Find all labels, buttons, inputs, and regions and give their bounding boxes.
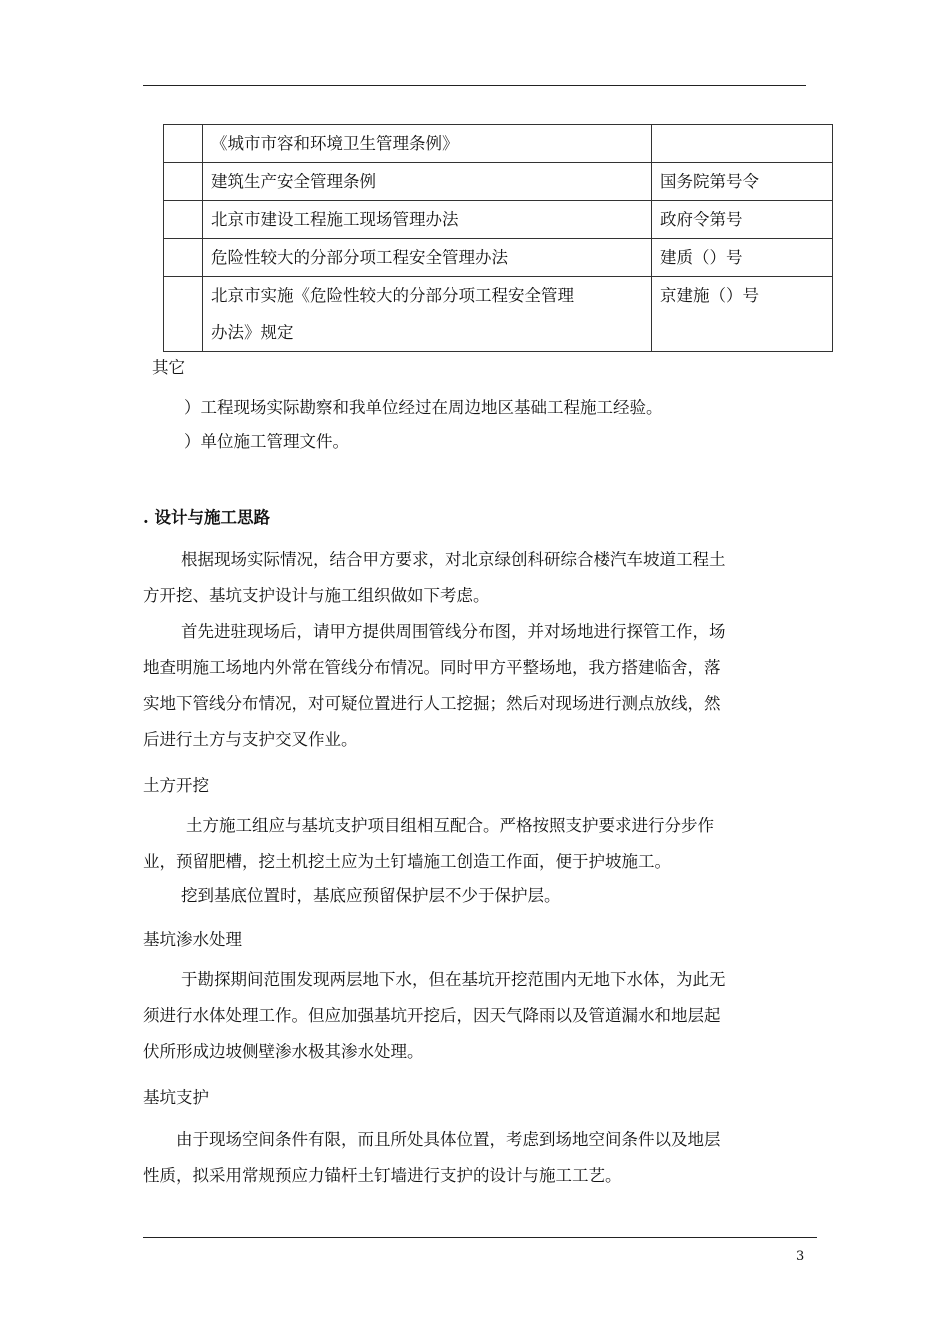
footer-rule [143, 1237, 817, 1238]
regulation-ref-cell [652, 125, 833, 163]
regulation-name-cell: 危险性较大的分部分项工程安全管理办法 [203, 239, 652, 277]
row-number-cell [164, 239, 203, 277]
paragraph-line: 地查明施工场地内外常在管线分布情况。同时甲方平整场地，我方搭建临舍，落 [143, 658, 721, 677]
page-number: 3 [796, 1249, 805, 1264]
paragraph-line: 于勘探期间范围发现两层地下水，但在基坑开挖范围内无地下水体，为此无 [181, 970, 726, 989]
other-heading: 其它 [152, 358, 185, 377]
regulation-name-cell [203, 277, 652, 352]
regulation-ref-cell: 京建施（）号 [652, 277, 833, 352]
paragraph-line: 土方施工组应与基坑支护项目组相互配合。严格按照支护要求进行分步作 [186, 816, 714, 835]
section-heading: . 设计与施工思路 [143, 508, 270, 527]
regulations-table [163, 124, 833, 352]
paragraph-line: 实地下管线分布情况，对可疑位置进行人工挖掘；然后对现场进行测点放线，然 [143, 694, 721, 713]
paragraph-line: 方开挖、基坑支护设计与施工组织做如下考虑。 [143, 586, 490, 605]
table-row [164, 277, 833, 352]
other-item: ）单位施工管理文件。 [184, 432, 349, 451]
header-rule [143, 85, 806, 86]
paragraph-line: 伏所形成边坡侧壁渗水极其渗水处理。 [143, 1042, 424, 1061]
subsection-heading: 基坑支护 [143, 1088, 209, 1107]
regulation-name-cell: 北京市建设工程施工现场管理办法 [203, 201, 652, 239]
paragraph-line: 由于现场空间条件有限，而且所处具体位置，考虑到场地空间条件以及地层 [176, 1130, 721, 1149]
paragraph-line: 挖到基底位置时，基底应预留保护层不少于保护层。 [181, 886, 561, 905]
other-item: ）工程现场实际勘察和我单位经过在周边地区基础工程施工经验。 [184, 398, 663, 417]
regulation-ref-cell: 建质（）号 [652, 239, 833, 277]
table-row [164, 125, 833, 163]
regulation-name-cell: 建筑生产安全管理条例 [203, 163, 652, 201]
regulation-ref-cell: 国务院第号令 [652, 163, 833, 201]
paragraph-line: 后进行土方与支护交叉作业。 [143, 730, 358, 749]
subsection-heading: 土方开挖 [143, 776, 209, 795]
paragraph-line: 业，预留肥槽，挖土机挖土应为土钉墙施工创造工作面，便于护坡施工。 [143, 852, 671, 871]
regulation-name-cell: 《城市市容和环境卫生管理条例》 [203, 125, 652, 163]
table-row [164, 239, 833, 277]
row-number-cell [164, 201, 203, 239]
row-number-cell [164, 125, 203, 163]
regulation-name-line: 北京市实施《危险性较大的分部分项工程安全管理 [211, 286, 574, 305]
paragraph-line: 性质，拟采用常规预应力锚杆土钉墙进行支护的设计与施工工艺。 [143, 1166, 622, 1185]
subsection-heading: 基坑渗水处理 [143, 930, 242, 949]
paragraph-line: 首先进驻现场后，请甲方提供周围管线分布图，并对场地进行探管工作，场 [181, 622, 726, 641]
regulation-name-line: 办法》规定 [211, 323, 294, 342]
paragraph-line: 根据现场实际情况，结合甲方要求，对北京绿创科研综合楼汽车坡道工程土 [181, 550, 726, 569]
regulation-ref-cell: 政府令第号 [652, 201, 833, 239]
row-number-cell [164, 277, 203, 352]
table-row [164, 201, 833, 239]
table-row [164, 163, 833, 201]
paragraph-line: 须进行水体处理工作。但应加强基坑开挖后，因天气降雨以及管道漏水和地层起 [143, 1006, 721, 1025]
row-number-cell [164, 163, 203, 201]
